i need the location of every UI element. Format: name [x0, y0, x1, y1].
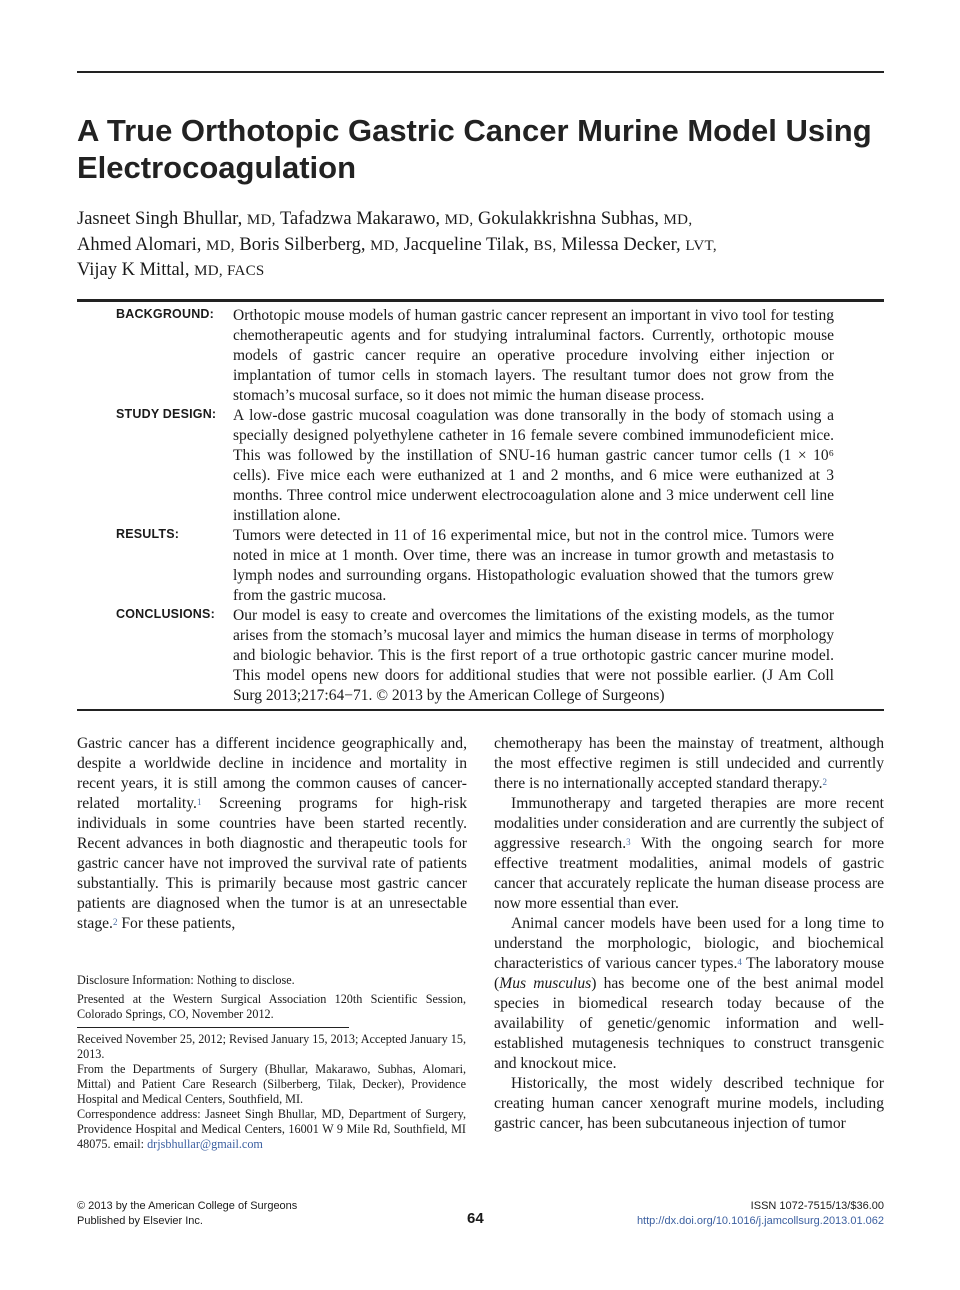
abstract-study-design: [77, 406, 884, 526]
structured-abstract: [77, 306, 884, 706]
reference-link[interactable]: 2: [112, 917, 118, 927]
author-degree: BS,: [533, 237, 557, 254]
author-name: Jasneet Singh Bhullar,: [77, 209, 243, 229]
body-text: chemotherapy has been the mainstay of treatment, although the most effective regimen is still undecided and currently there is no internationally accepted standard therapy.: [494, 735, 884, 792]
author-degree: MD,: [205, 237, 235, 254]
abstract-label: BACKGROUND:: [116, 307, 215, 321]
copyright-text: © 2013 by the American College of Surgeons: [77, 1200, 298, 1212]
body-paragraph: [494, 794, 884, 914]
author-name: Jacqueline Tilak,: [403, 234, 529, 255]
abstract-conclusions: [77, 606, 884, 706]
abstract-text: Tumors were detected in 11 of 16 experimental mice, but not in the control mice. Tumors were noted in mice at 1 month. Over time, there was an increase in tumor growth and metastasis to lymph nodes and surrounding organs. Histopathologic evaluation showed that the tumors grew from the gastric mucosa.: [233, 527, 834, 604]
body-text: Immunotherapy and targeted therapies are more recent modalities under consideration and are currently the subject of aggressive research.: [494, 795, 884, 852]
author-degree: LVT,: [685, 237, 717, 254]
author-name: Boris Silberberg,: [239, 234, 366, 255]
abstract-label: RESULTS:: [116, 527, 180, 541]
body-text: Gastric cancer has a different incidence geographically and, despite a worldwide decline in incidence and mortality in recent years, it is still among the common causes of cancer-related mortality.: [77, 735, 467, 812]
abstract-label: CONCLUSIONS:: [116, 607, 215, 621]
body-paragraph: [494, 1074, 884, 1134]
reference-link[interactable]: 3: [626, 837, 631, 847]
author-degree: MD, FACS: [194, 263, 265, 279]
body-column-right: [494, 734, 884, 1134]
body-text: ) has become one of the best animal model species in biomedical research today because of the availability of genetic/genomic information and well-established mutagenesis techniques to construct transgenic and knockout mice.: [494, 975, 884, 1072]
species-name: Mus musculus: [499, 975, 592, 992]
body-paragraph: [494, 734, 884, 794]
issn-text: ISSN 1072-7515/13/$36.00: [750, 1200, 884, 1212]
reference-link[interactable]: 2: [822, 777, 827, 787]
doi-link[interactable]: http://dx.doi.org/10.1016/j.jamcollsurg.2013.01.062: [636, 1215, 884, 1227]
author-name: Milessa Decker,: [561, 234, 681, 255]
abstract-label: STUDY DESIGN:: [116, 407, 217, 421]
abstract-text: Orthotopic mouse models of human gastric cancer represent an important in vivo tool for testing chemotherapeutic agents and for studying intraluminal factors. Currently, orthotopic mouse models of gastric cancer require an operative procedure involving either injection or implantation of tumor cells in stomach layers. The resultant tumor does not grow from the stomach’s mucosal surface, so it does not mimic the human disease process.: [233, 307, 834, 404]
correspondence-text: Correspondence address: Jasneet Singh Bhullar, MD, Department of Surgery, Providence Hospital and Medical Centers, 16001 W 9 Mile Rd, Southfield, MI 48075. email:: [77, 1107, 466, 1151]
received-note: Received November 25, 2012; Revised January 15, 2013; Accepted January 15, 2013.: [77, 1032, 466, 1061]
author-list: [77, 207, 884, 284]
author-degree: MD,: [246, 212, 276, 228]
reference-link[interactable]: 1: [196, 797, 202, 807]
abstract-background: [77, 306, 884, 406]
disclosure-text: Disclosure Information: Nothing to disclose.: [77, 973, 295, 987]
correspondence-note: [77, 1107, 466, 1152]
top-rule: [77, 71, 884, 73]
article-title: A True Orthotopic Gastric Cancer Murine Model Using Electrocoagulation: [77, 113, 872, 185]
author-name: Vijay K Mittal,: [77, 260, 190, 280]
page-number: 64: [467, 1210, 484, 1227]
abstract-results: [77, 526, 884, 606]
body-text: With the ongoing search for more effective treatment modalities, animal models of gastric cancer that accurately replicate the human disease process are now more essential than ever.: [494, 835, 884, 912]
publisher-text: Published by Elsevier Inc.: [77, 1215, 203, 1227]
abstract-top-rule: [77, 299, 884, 302]
body-text: Animal cancer models have been used for a long time to understand the morphologic, biologic, and biochemical characteristics of various cancer types.: [494, 915, 884, 972]
body-paragraph: [77, 734, 467, 934]
body-text: Screening programs for high-risk individuals in some countries have been started recently. Recent advances in both diagnostic and therapeutic tools for gastric cancer have not improved the survival rate of patients substantially. This is primarily because most gastric cancer patients are diagnosed when the tumor is at an unresectable stage.: [77, 795, 467, 932]
body-column-left: [77, 734, 467, 934]
author-degree: MD,: [663, 212, 693, 228]
body-text: For these patients,: [117, 915, 236, 932]
abstract-text: A low-dose gastric mucosal coagulation was done transorally in the body of stomach using a specially designed polyethylene catheter in 16 female severe combined immunodeficient mice. This was followed by the instillation of SNU-16 human gastric cancer tumor cells (1 × 10⁶ cells). Five mice each were euthanized at 1 and 2 months, and 6 mice were euthanized at 3 months. Three control mice underwent electrocoagulation alone and 3 mice underwent cell line instillation alone.: [233, 407, 834, 524]
email-link[interactable]: drjsbhullar@gmail.com: [147, 1137, 263, 1151]
disclosure-note: [77, 973, 466, 988]
footer-left: [77, 1199, 297, 1229]
presented-note: Presented at the Western Surgical Association 120th Scientific Session, Colorado Springs, CO, November 2012.: [77, 992, 466, 1021]
abstract-text: Our model is easy to create and overcomes the limitations of the existing models, as the tumor arises from the stomach’s mucosal layer and mimics the human disease in terms of morphology and biologic behavior. This is the first report of a true orthotopic gastric cancer murine model. This model opens new doors for additional studies that were not possible earlier. (J Am Coll Surg 2013;217:64−71. © 2013 by the American College of Surgeons): [233, 607, 834, 704]
author-degree: MD,: [370, 237, 399, 254]
body-text: The laboratory mouse (: [494, 955, 885, 992]
body-text: Historically, the most widely described technique for creating human cancer xenograft murine models, including gastric cancer, has been subcutaneous injection of tumor: [494, 1075, 884, 1132]
author-name: Gokulakkrishna Subhas,: [478, 209, 659, 229]
author-name: Ahmed Alomari,: [77, 234, 202, 255]
body-paragraph: [494, 914, 884, 1074]
footer-right: [637, 1199, 884, 1229]
author-name: Tafadzwa Makarawo,: [279, 209, 440, 229]
footnote-rule: [77, 1027, 349, 1028]
reference-link[interactable]: 4: [737, 957, 742, 967]
footnotes-block: [77, 1032, 466, 1152]
affiliation-note: From the Departments of Surgery (Bhullar, Makarawo, Subhas, Alomari, Mittal) and Patient Care Research (Silberberg, Tilak, Decker), Providence Hospital and Medical Centers, Southfield, MI.: [77, 1062, 466, 1106]
abstract-bottom-rule: [77, 709, 884, 711]
author-degree: MD,: [444, 212, 474, 228]
